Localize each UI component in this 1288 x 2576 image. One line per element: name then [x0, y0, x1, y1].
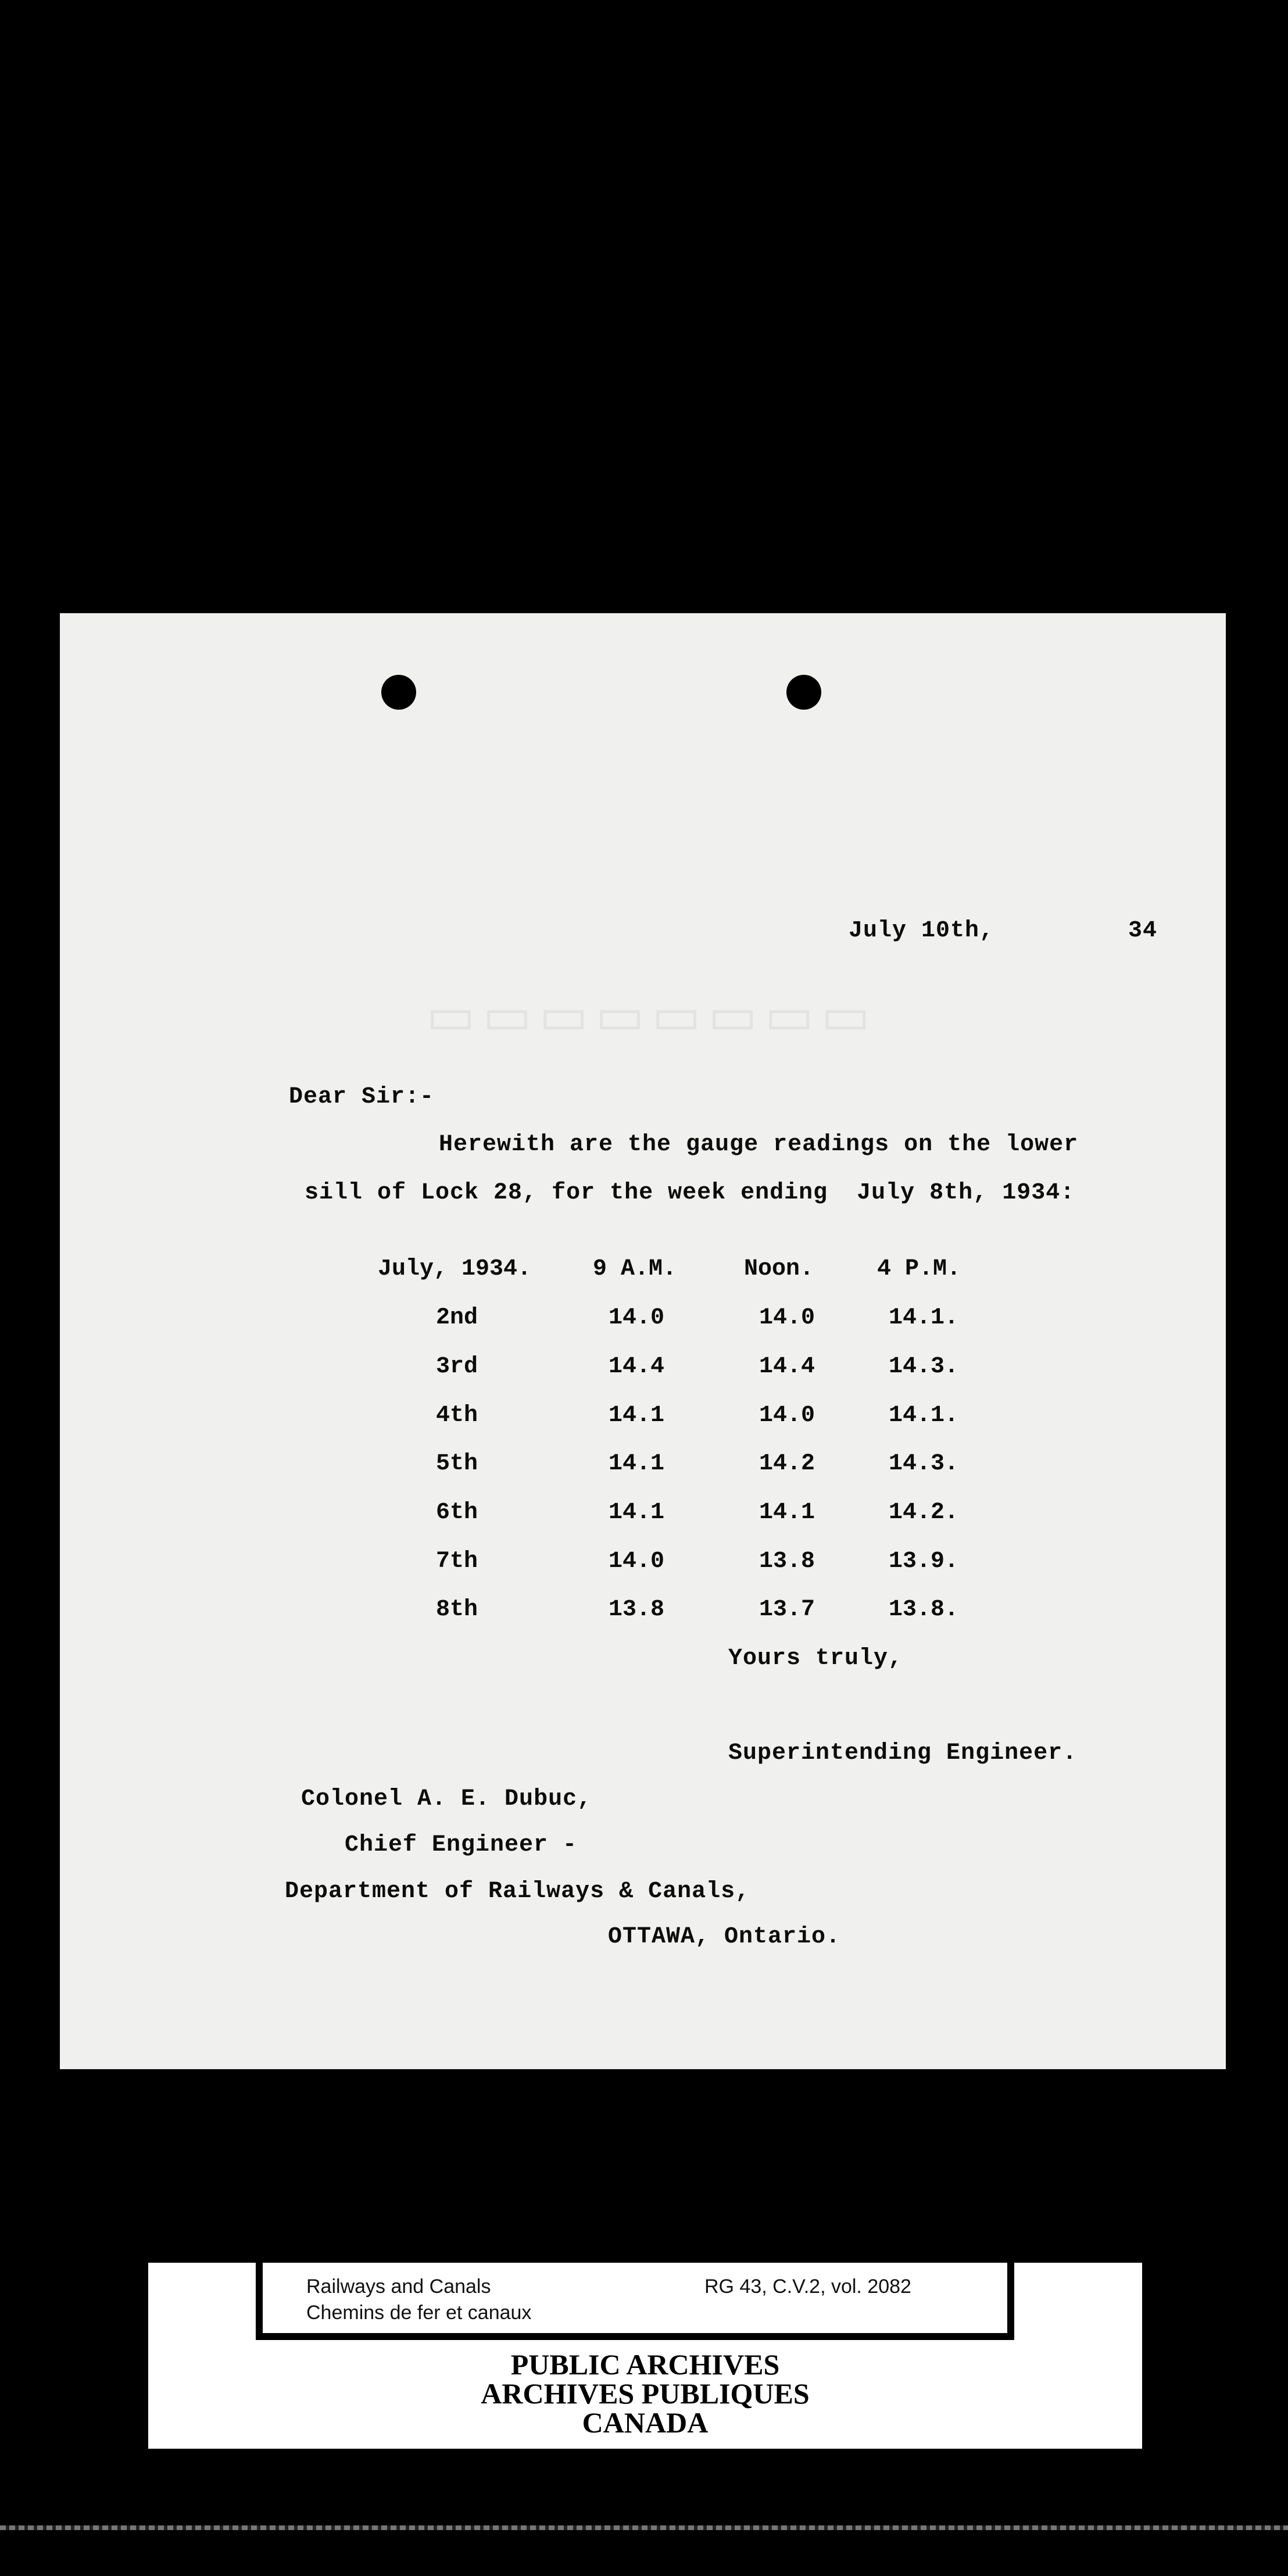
subject-english: Railways and Canals [306, 2276, 491, 2298]
table-cell-noon: 14.2 [759, 1451, 815, 1477]
table-row-day: 8th [436, 1597, 478, 1623]
table-cell-9am: 14.0 [609, 1548, 665, 1575]
body-line-1: Herewith are the gauge readings on the lower [439, 1132, 1079, 1158]
table-cell-4pm: 13.9. [889, 1548, 959, 1575]
table-cell-noon: 14.0 [759, 1403, 815, 1429]
table-cell-9am: 14.0 [609, 1305, 665, 1331]
archive-title-line-2: ARCHIVES PUBLIQUES [481, 2377, 810, 2410]
table-header: 4 P.M. [877, 1256, 961, 1282]
addressee-city: OTTAWA, Ontario. [608, 1924, 841, 1950]
body-line-2: sill of Lock 28, for the week ending July 8th, 1934: [305, 1180, 1075, 1206]
table-row-day: 3rd [436, 1354, 478, 1380]
punch-hole-right [786, 675, 821, 710]
table-cell-4pm: 13.8. [889, 1597, 959, 1623]
table-cell-4pm: 14.3. [889, 1451, 959, 1477]
punch-hole-left [381, 675, 416, 710]
table-cell-4pm: 14.1. [889, 1403, 959, 1429]
letter-sheet [60, 613, 1226, 2069]
watermark: ▭▭▭▭▭▭▭▭ [426, 988, 878, 1045]
table-cell-9am: 14.1 [609, 1403, 665, 1429]
table-row-day: 7th [436, 1548, 478, 1575]
archive-title-line-3: CANADA [582, 2406, 709, 2439]
archive-title-line-1: PUBLIC ARCHIVES [510, 2348, 780, 2381]
addressee-department: Department of Railways & Canals, [285, 1879, 750, 1905]
record-group-reference: RG 43, C.V.2, vol. 2082 [704, 2276, 911, 2298]
table-cell-noon: 13.8 [759, 1548, 815, 1575]
table-cell-9am: 14.4 [609, 1354, 665, 1380]
archive-label [148, 2263, 1142, 2449]
table-cell-noon: 14.0 [759, 1305, 815, 1331]
table-row-day: 6th [436, 1500, 478, 1526]
addressee-title: Chief Engineer - [345, 1832, 578, 1858]
table-cell-noon: 14.1 [759, 1500, 815, 1526]
table-cell-4pm: 14.3. [889, 1354, 959, 1380]
table-cell-4pm: 14.2. [889, 1500, 959, 1526]
table-header: 9 A.M. [593, 1256, 677, 1282]
table-cell-9am: 14.1 [609, 1500, 665, 1526]
table-cell-9am: 13.8 [609, 1597, 665, 1623]
table-cell-4pm: 14.1. [889, 1305, 959, 1331]
table-row-day: 4th [436, 1403, 478, 1429]
letter-date: July 10th, [849, 918, 994, 944]
film-edge-strip [0, 2525, 1288, 2530]
signature-title: Superintending Engineer. [728, 1740, 1078, 1766]
table-header: July, 1934. [378, 1256, 532, 1282]
table-header: Noon. [744, 1256, 814, 1282]
subject-french: Chemins de fer et canaux [306, 2302, 532, 2324]
table-cell-noon: 14.4 [759, 1354, 815, 1380]
table-row-day: 2nd [436, 1305, 478, 1331]
page-number: 34 [1128, 918, 1158, 944]
addressee-name: Colonel A. E. Dubuc, [301, 1786, 592, 1812]
archive-reference-box [256, 2263, 1014, 2340]
table-cell-noon: 13.7 [759, 1597, 815, 1623]
salutation: Dear Sir:- [289, 1084, 435, 1110]
table-cell-9am: 14.1 [609, 1451, 665, 1477]
table-row-day: 5th [436, 1451, 478, 1477]
closing: Yours truly, [728, 1645, 903, 1672]
